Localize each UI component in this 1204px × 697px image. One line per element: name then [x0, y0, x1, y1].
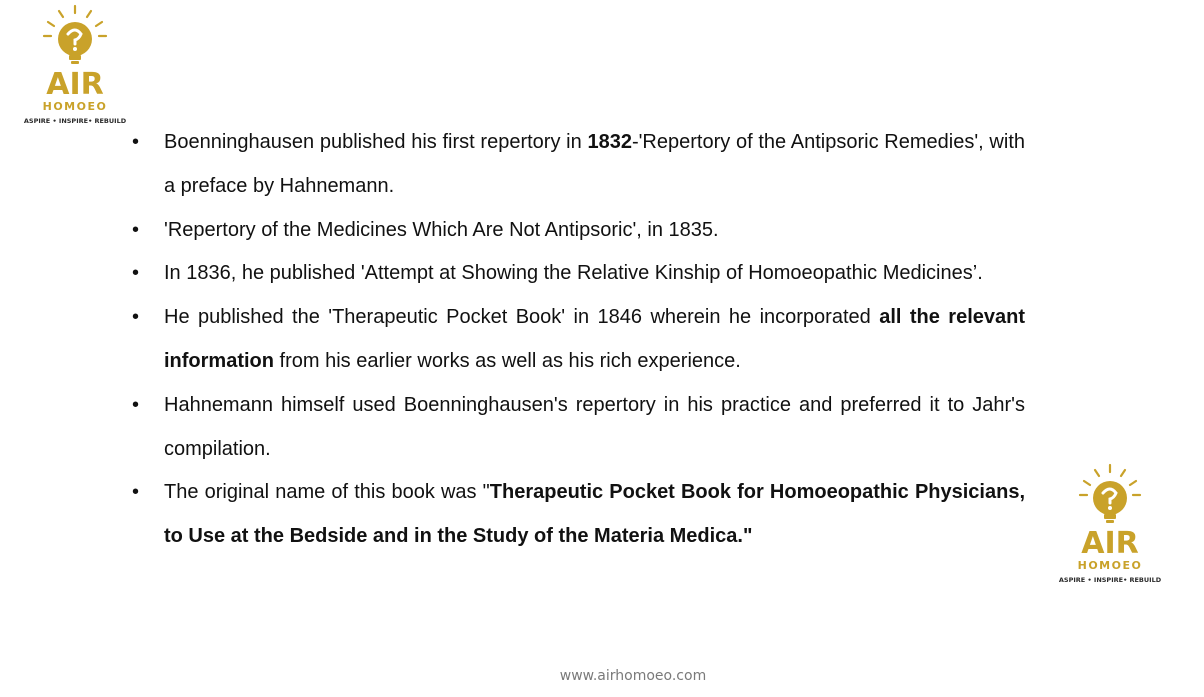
logo-brand-sub: HOMOEO	[42, 100, 108, 113]
bullet-bold-text: all the relevant information	[164, 306, 1026, 372]
website-url[interactable]: www.airhomoeo.com	[559, 668, 707, 684]
bullet-text: In 1836, he published 'Attempt at Showing the Relative Kinship of Homoeopathic Medicines’.	[164, 262, 983, 285]
idea-bulb-icon	[44, 6, 106, 64]
bullet-text: The original name of this book was "	[164, 481, 490, 504]
bullet-item	[132, 296, 1025, 384]
air-homoeo-logo-bottom-right	[1058, 462, 1162, 586]
bullet-text: Boenninghausen published his first repertory in	[164, 131, 588, 153]
bullet-item	[132, 471, 1025, 559]
bullet-item	[132, 384, 1025, 472]
bullet-text: 'Repertory of the Medicines Which Are Not Antipsoric', in 1835.	[164, 218, 719, 241]
bullet-item	[132, 252, 1025, 296]
bullet-bold-text: Therapeutic Pocket Book for Homoeopathic Physicians, to Use at the Bedside and in the Study of the Materia Medica."	[164, 481, 1025, 548]
bullet-text: from his earlier works as well as his rich experience.	[274, 349, 741, 372]
logo-brand-name: AIR	[46, 67, 104, 102]
air-homoeo-logo-top-left	[20, 4, 130, 128]
bullet-list	[132, 121, 1025, 559]
bullet-text: Hahnemann himself used Boenninghausen's repertory in his practice and preferred it to Jahr's compilation.	[164, 393, 1025, 460]
logo-tagline: ASPIRE • INSPIRE• REBUILD	[1058, 576, 1162, 584]
idea-bulb-icon	[1080, 465, 1140, 523]
bullet-text: He published the 'Therapeutic Pocket Book' in 1846 wherein he incorporated	[164, 306, 880, 329]
logo-tagline: ASPIRE • INSPIRE• REBUILD	[23, 117, 127, 125]
bullet-bold-text: 1832	[587, 131, 632, 153]
logo-brand-name: AIR	[1081, 526, 1139, 561]
bullet-text: -'Repertory of the Antipsoric Remedies', with a preface by Hahnemann.	[164, 131, 1026, 197]
bullet-item	[132, 121, 1025, 209]
bullet-item	[132, 209, 1025, 253]
logo-brand-sub: HOMOEO	[1077, 559, 1143, 572]
